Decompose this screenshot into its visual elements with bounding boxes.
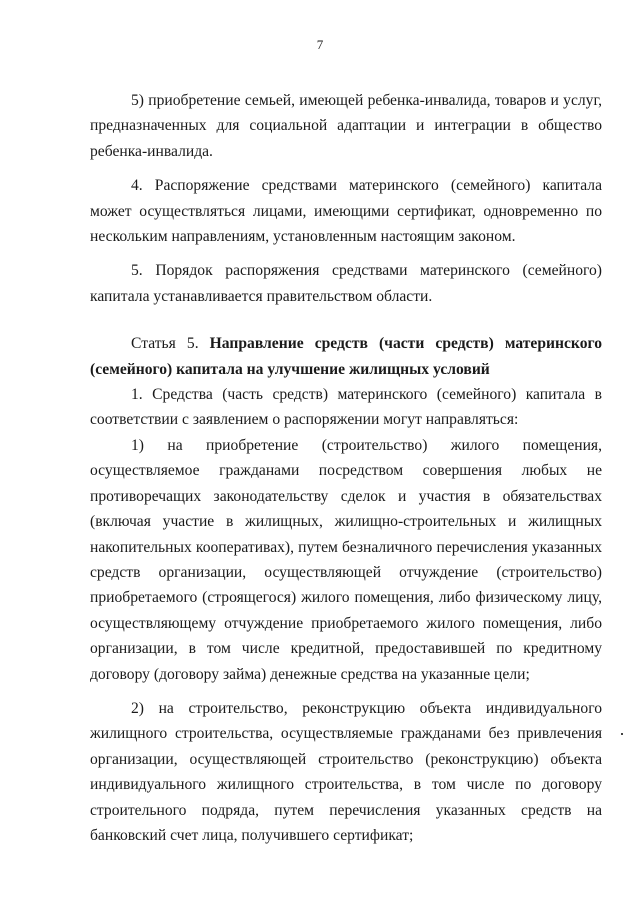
article-prefix: Статья 5. bbox=[131, 335, 199, 353]
page-number: 7 bbox=[316, 37, 324, 52]
paragraph-clause-4: 4. Распоряжение средствами материнского (семейного) капитала может осуществляться лицами, имеющими сертификат, одновременно по нескольким направлениям, установленным настоящим законом. bbox=[90, 177, 602, 246]
paragraph-item-5: 5) приобретение семьей, имеющей ребенка-инвалида, товаров и услуг, предназначенных для социальной адаптации и интеграции в общество ребенка-инвалида. bbox=[90, 92, 602, 160]
article-subitem-2: 2) на строительство, реконструкцию объекта индивидуального жилищного строительства, осуществляемые гражданами без привлечения организации, осуществляющей строительство (реконструкцию) объекта индивидуального жилищного строительства, в том числе по договору строительного подряда, путем перечисления указанных средств на банковский счет лица, получившего сертификат; bbox=[90, 699, 602, 844]
article-subitem-1: 1) на приобретение (строительство) жилого помещения, осуществляемое гражданами посредством совершения любых не противоречащих законодательству сделок и участия в обязательствах (включая участие в жилищных, жилищно-строительных и жилищных накопительных кооперативах), путем безналичного перечисления указанных средств организации, осуществляющей отчуждение (строительство) приобретаемого (строящегося) жилого помещения, либо физическому лицу, осуществляющему отчуждение приобретаемого жилого помещения, либо организации, в том числе кредитной, предоставившей по кредитному договору (договору займа) денежные средства на указанные цели; bbox=[90, 436, 602, 683]
article-title: Направление средств (части средств) материнского (семейного) капитала на улучшение жилищных условий bbox=[90, 335, 602, 378]
document-body bbox=[90, 88, 602, 848]
paragraph-clause-5: 5. Порядок распоряжения средствами материнского (семейного) капитала устанавливается правительством области. bbox=[90, 262, 602, 305]
scan-speck bbox=[621, 733, 623, 735]
article-heading bbox=[90, 331, 602, 382]
article-paragraph-1: 1. Средства (часть средств) материнского (семейного) капитала в соответствии с заявлением о распоряжении могут направляться: bbox=[90, 386, 602, 429]
